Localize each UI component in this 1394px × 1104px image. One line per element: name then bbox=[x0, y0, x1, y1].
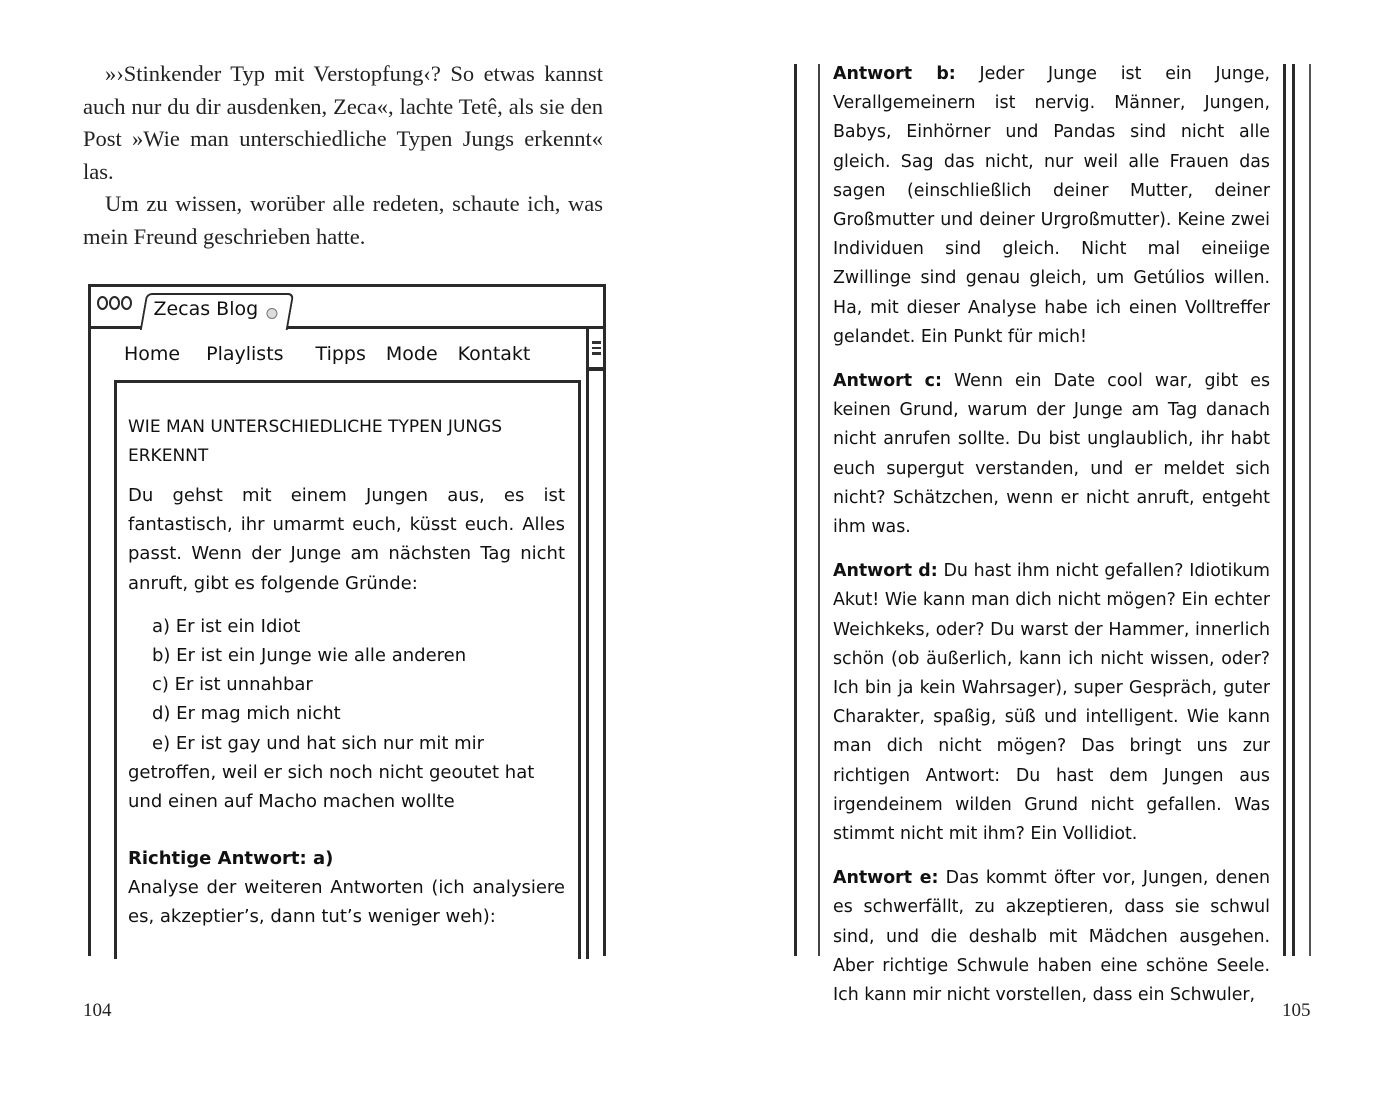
reason-item: a) Er ist ein Idiot bbox=[152, 615, 301, 637]
page-number-right: 105 bbox=[1282, 1000, 1311, 1021]
scrollbar[interactable] bbox=[586, 329, 603, 959]
answer-text: Jeder Junge ist ein Junge, Verallgemeinern ist nervig. Männer, Jungen, Babys, Einhörner und Pandas sind nicht alle gleich. Sag das nicht, nur weil alle Frauen das sagen (einschließlich deiner Mutter, deiner Großmutter und deiner Urgroßmutter). Keine zwei Individuen sind gleich. Nicht mal eineiige Zwillinge sind genau gleich, um Getúlios willen. Ha, mit dieser Analyse habe ich einen Volltreffer gelandet. Ein Punkt für mich! bbox=[833, 64, 1270, 347]
nav-playlists[interactable]: Playlists bbox=[206, 343, 284, 365]
post-title: WIE MAN UNTERSCHIEDLICHE TYPEN JUNGS ERKENNT bbox=[128, 417, 503, 466]
circle-icon[interactable] bbox=[109, 296, 120, 310]
reason-item: c) Er ist unnahbar bbox=[152, 674, 313, 696]
reason-item: b) Er ist ein Junge wie alle anderen bbox=[152, 645, 467, 667]
reason-item: d) Er mag mich nicht bbox=[152, 703, 341, 725]
tab-title: Zecas Blog bbox=[153, 298, 259, 320]
browser-window-illustration bbox=[88, 284, 606, 956]
answer-text: Das kommt öfter vor, Jungen, denen es schwerfällt, zu akzeptieren, dass sie schwul sind, und die deshalb mit Mädchen ausgehen. Aber richtige Schwule haben eine schöne Seele. Ich kann mir nicht vorstellen, dass ein Schwuler, bbox=[833, 868, 1270, 1006]
circle-icon[interactable] bbox=[121, 296, 132, 310]
correct-answer-label: Richtige Antwort: a) bbox=[128, 848, 334, 870]
frame-line bbox=[1309, 64, 1311, 956]
circle-icon[interactable] bbox=[97, 296, 108, 310]
frame-line bbox=[1292, 64, 1295, 956]
frame-line bbox=[818, 64, 820, 956]
answer-label: Antwort b: bbox=[833, 64, 956, 84]
intro-paragraph: Um zu wissen, worüber alle redeten, schaute ich, was mein Freund geschrieben hatte. bbox=[83, 191, 603, 249]
intro-text bbox=[83, 58, 603, 253]
answers-analysis bbox=[833, 60, 1270, 1025]
answer-label: Antwort c: bbox=[833, 371, 942, 392]
page-number-left: 104 bbox=[83, 1000, 112, 1021]
answer-paragraph bbox=[833, 60, 1270, 352]
answer-label: Antwort d: bbox=[833, 561, 938, 582]
nav-kontakt[interactable]: Kontakt bbox=[457, 343, 531, 365]
intro-paragraph: »›Stinkender Typ mit Verstopfung‹? So etwas kannst auch nur du dir ausdenken, Zeca«, lachte Tetê, als sie den Post »Wie man unterschiedliche Typen Jungs erkennt« las. bbox=[83, 61, 603, 184]
scroll-thumb[interactable] bbox=[589, 329, 603, 371]
answer-paragraph bbox=[833, 557, 1270, 849]
nav-home[interactable]: Home bbox=[124, 343, 181, 365]
answer-paragraph bbox=[833, 864, 1270, 1010]
answer-label: Antwort e: bbox=[833, 868, 939, 889]
blog-nav bbox=[124, 343, 556, 365]
reason-item: e) Er ist gay und hat sich nur mit mir getroffen, weil er sich noch nicht geoutet hat und einen auf Macho machen wollte bbox=[128, 732, 535, 813]
nav-mode[interactable]: Mode bbox=[385, 343, 438, 365]
browser-tab[interactable] bbox=[140, 293, 295, 330]
answer-paragraph bbox=[833, 367, 1270, 542]
tab-bar bbox=[91, 287, 603, 329]
post-body: Du gehst mit einem Jungen aus, es ist fantastisch, ihr umarmt euch, küsst euch. Alles passt. Wenn der Junge am nächsten Tag nicht anruft, gibt es folgende Gründe: bbox=[128, 485, 565, 594]
window-controls bbox=[97, 296, 132, 310]
nav-tipps[interactable]: Tipps bbox=[315, 343, 366, 365]
frame-line bbox=[1283, 64, 1286, 956]
frame-line bbox=[794, 64, 797, 956]
answer-text: Wenn ein Date cool war, gibt es keinen Grund, warum der Junge am Tag danach nicht anrufen sollte. Du bist unglaublich, ihr habt euch supergut verstanden, und er meldet sich nicht? Schätzchen, wenn er nicht anruft, entgeht ihm was. bbox=[833, 371, 1271, 538]
blog-post bbox=[114, 380, 581, 959]
answer-text: Du hast ihm nicht gefallen? Idiotikum Akut! Wie kann man dich nicht mögen? Ein echter Weichkeks, oder? Du warst der Hammer, innerlich schön (ob äußerlich, kann ich nicht wissen, oder? Ich bin ja kein Wahrsager), super Gespräch, guter Charakter, spaßig, süß und intelligent. Wie kann man dich nicht mögen? Das bringt uns zur richtigen Antwort: Du hast dem Jungen aus irgendeinem wilden Grund nicht gefallen. Was stimmt nicht mit ihm? Ein Vollidiot. bbox=[833, 561, 1270, 845]
analysis-intro: Analyse der weiteren Antworten (ich analysiere es, akzeptier’s, dann tut’s weniger weh): bbox=[128, 877, 565, 928]
reasons-list bbox=[128, 612, 565, 816]
close-icon[interactable] bbox=[266, 308, 277, 319]
